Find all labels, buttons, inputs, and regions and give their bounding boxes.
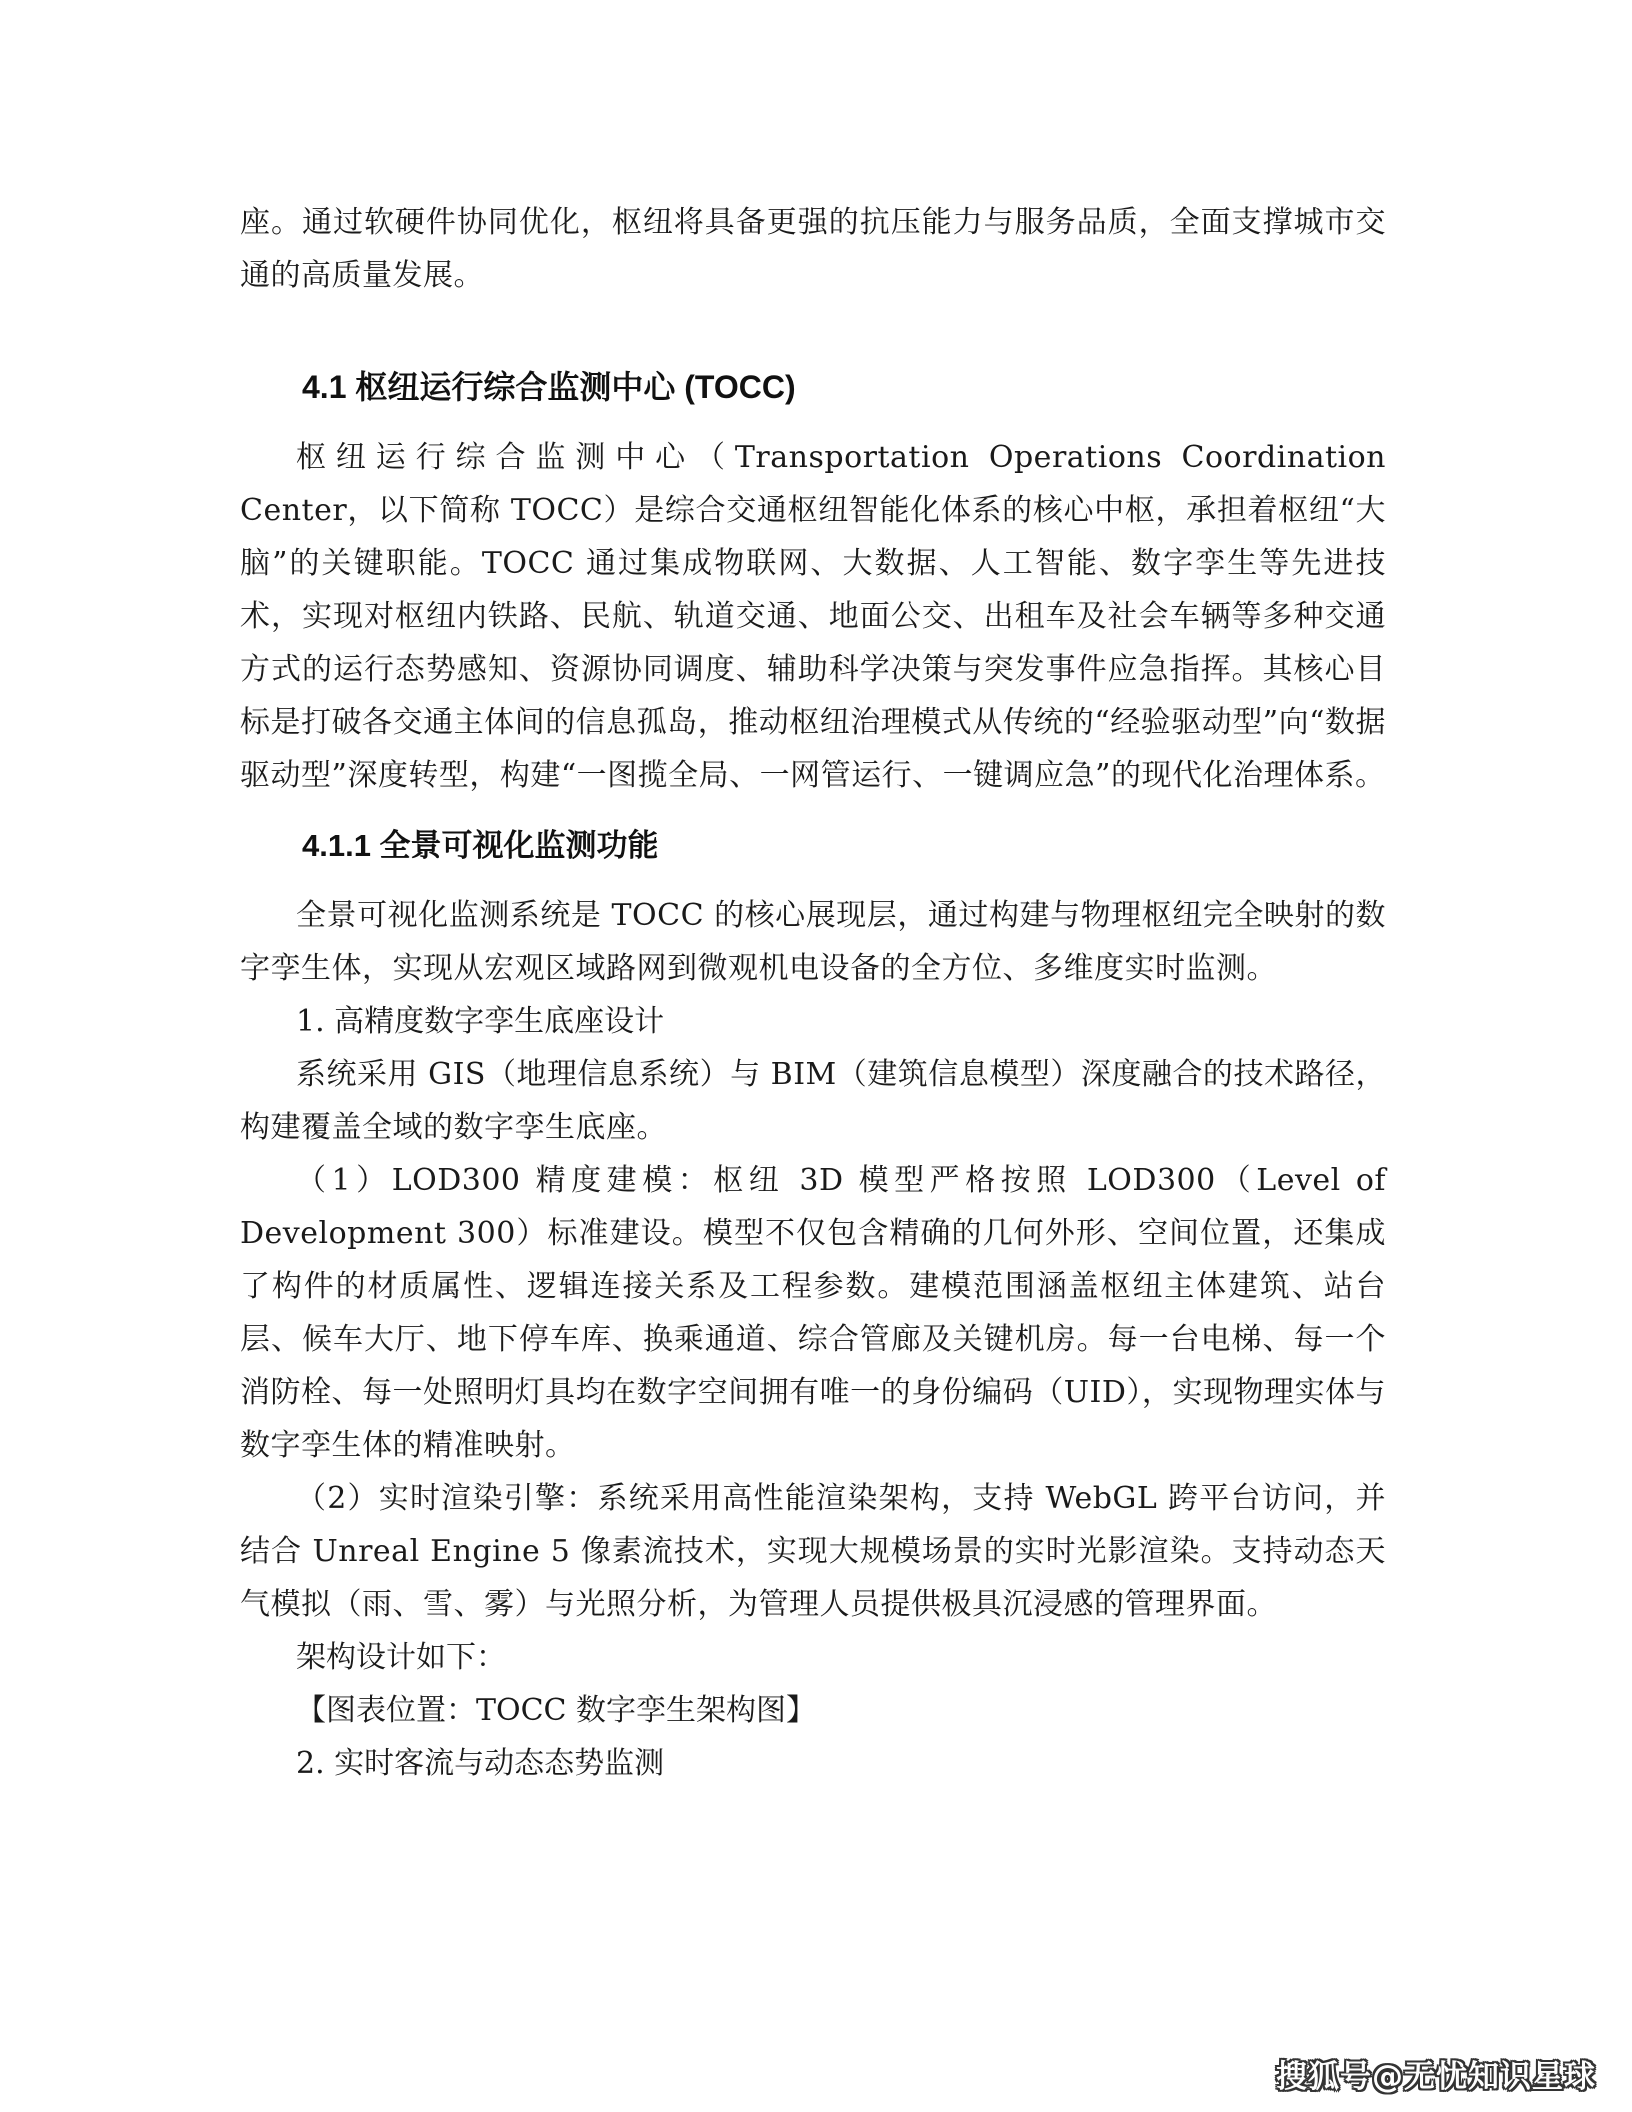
list-item-2: 2. 实时客流与动态态势监测: [296, 1746, 665, 1781]
watermark: 搜狐号@无忧知识星球: [1276, 2059, 1596, 2095]
paragraph-lod300: （1）LOD300 精度建模：枢纽 3D 模型严格按照 LOD300（Level of Development 300）标准建设。模型不仅包含精确的几何外形、空间位置，还集成了构件的材质属性、逻辑连接关系及工程参数。建模范围涵盖枢纽主体建筑、站台层、候车大厅、地下停车库、换乘通道、综合管廊及关键机房。每一台电梯、每一个消防栓、每一处照明灯具均在数字空间拥有唯一的身份编码（UID），实现物理实体与数字孪生体的精准映射。: [240, 1163, 1386, 1463]
paragraph-continuation: 座。通过软硬件协同优化，枢纽将具备更强的抗压能力与服务品质，全面支撑城市交通的高质量发展。: [240, 205, 1386, 293]
list-item-1: 1. 高精度数字孪生底座设计: [296, 1004, 665, 1039]
section-heading-4-1: 4.1 枢纽运行综合监测中心 (TOCC): [302, 369, 796, 405]
spacer: [240, 414, 1386, 431]
spacer: [240, 802, 1386, 819]
document-page: [240, 196, 1386, 1790]
spacer: [240, 302, 1386, 361]
paragraph-panorama-intro: 全景可视化监测系统是 TOCC 的核心展现层，通过构建与物理枢纽完全映射的数字孪生体，实现从宏观区域路网到微观机电设备的全方位、多维度实时监测。: [240, 898, 1386, 986]
architecture-intro: 架构设计如下：: [296, 1640, 506, 1675]
spacer: [240, 872, 1386, 889]
figure-placeholder: 【图表位置：TOCC 数字孪生架构图】: [296, 1693, 817, 1728]
paragraph-gis-bim: 系统采用 GIS（地理信息系统）与 BIM（建筑信息模型）深度融合的技术路径，构建覆盖全域的数字孪生底座。: [240, 1057, 1386, 1145]
paragraph-render-engine: （2）实时渲染引擎：系统采用高性能渲染架构，支持 WebGL 跨平台访问，并结合 Unreal Engine 5 像素流技术，实现大规模场景的实时光影渲染。支持动态天气模拟（雨、雪、雾）与光照分析，为管理人员提供极具沉浸感的管理界面。: [240, 1481, 1386, 1622]
paragraph-tocc-intro: 枢纽运行综合监测中心（Transportation Operations Coordination Center，以下简称 TOCC）是综合交通枢纽智能化体系的核心中枢，承担着枢纽“大脑”的关键职能。TOCC 通过集成物联网、大数据、人工智能、数字孪生等先进技术，实现对枢纽内铁路、民航、轨道交通、地面公交、出租车及社会车辆等多种交通方式的运行态势感知、资源协同调度、辅助科学决策与突发事件应急指挥。其核心目标是打破各交通主体间的信息孤岛，推动枢纽治理模式从传统的“经验驱动型”向“数据驱动型”深度转型，构建“一图揽全局、一网管运行、一键调应急”的现代化治理体系。: [240, 440, 1386, 793]
section-heading-4-1-1: 4.1.1 全景可视化监测功能: [302, 828, 659, 863]
